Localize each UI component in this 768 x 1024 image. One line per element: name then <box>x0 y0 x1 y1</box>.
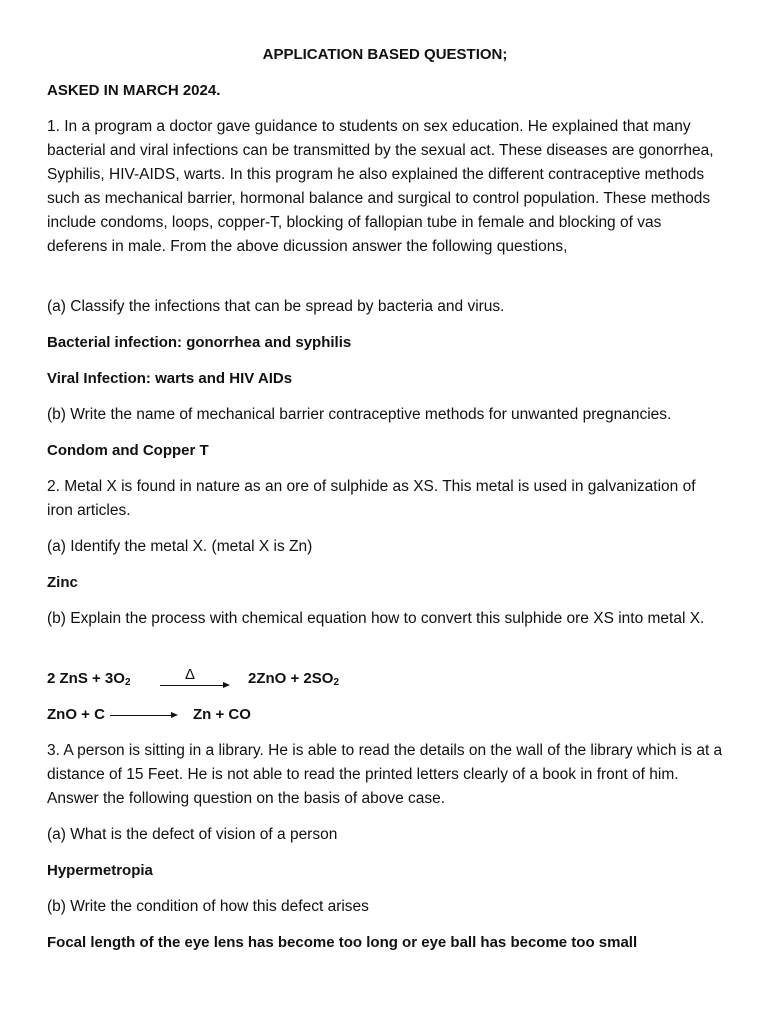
question-3-text: 3. A person is sitting in a library. He is able to read the details on the wall of the library which is at a distance of 15 Feet. He is not able to read the printed letters clearly of a book in front of him. Answer the following question on the basis of above case. <box>47 742 723 807</box>
question-1b: (b) Write the name of mechanical barrier contraceptive methods for unwanted pregnancies. <box>47 406 672 423</box>
equation-1-left: 2 ZnS + $3O_2$ <box>47 670 131 688</box>
question-1-text: 1. In a program a doctor gave guidance to students on sex education. He explained that many bacterial and viral infections can be transmitted by the sexual act. These diseases are gonorrhea, Syphilis, HIV-AIDS, warts. In this program he also explained the different contraceptive methods such as mechanical barrier, hormonal balance and surgical to control population. These methods include condoms, loops, copper-T, blocking of fallopian tube in female and blocking of vas deferens in male. From the above dicussion answer the following questions, <box>47 118 714 255</box>
heat-condition: Δ <box>185 666 196 683</box>
answer-3a: Hypermetropia <box>47 862 153 879</box>
equation-1-left-subscript: 2 <box>124 677 131 688</box>
equation-1-right-subscript: 2 <box>333 677 340 688</box>
answer-1a-viral: Viral Infection: warts and HIV AIDs <box>47 370 293 387</box>
equation-2-right: Zn + CO <box>193 706 251 723</box>
question-2a: (a) Identify the metal X. (metal X is Zn) <box>47 538 313 555</box>
question-3b: (b) Write the condition of how this defect arises <box>47 898 369 915</box>
document-title: APPLICATION BASED QUESTION; <box>262 46 508 63</box>
equation-reduction <box>47 703 447 727</box>
reaction-arrow-2 <box>110 715 176 716</box>
question-2-text: 2. Metal X is found in nature as an ore of sulphide as XS. This metal is used in galvanization of iron articles. <box>47 478 696 519</box>
equation-roasting <box>47 667 447 691</box>
question-2b: (b) Explain the process with chemical equation how to convert this sulphide ore XS into metal X. <box>47 610 705 627</box>
reaction-arrow-1 <box>160 685 228 686</box>
answer-3b: Focal length of the eye lens has become too long or eye ball has become too small <box>47 934 638 951</box>
answer-2a: Zinc <box>47 574 78 591</box>
equation-1-right: $2ZnO + 2SO_2$ <box>248 670 340 688</box>
equation-2-left: ZnO + C <box>47 706 105 723</box>
asked-heading: ASKED IN MARCH 2024. <box>47 82 221 99</box>
question-1a: (a) Classify the infections that can be spread by bacteria and virus. <box>47 298 505 315</box>
question-3a: (a) What is the defect of vision of a person <box>47 826 338 843</box>
answer-1b: Condom and Copper T <box>47 442 209 459</box>
answer-1a-bacterial: Bacterial infection: gonorrhea and syphilis <box>47 334 352 351</box>
